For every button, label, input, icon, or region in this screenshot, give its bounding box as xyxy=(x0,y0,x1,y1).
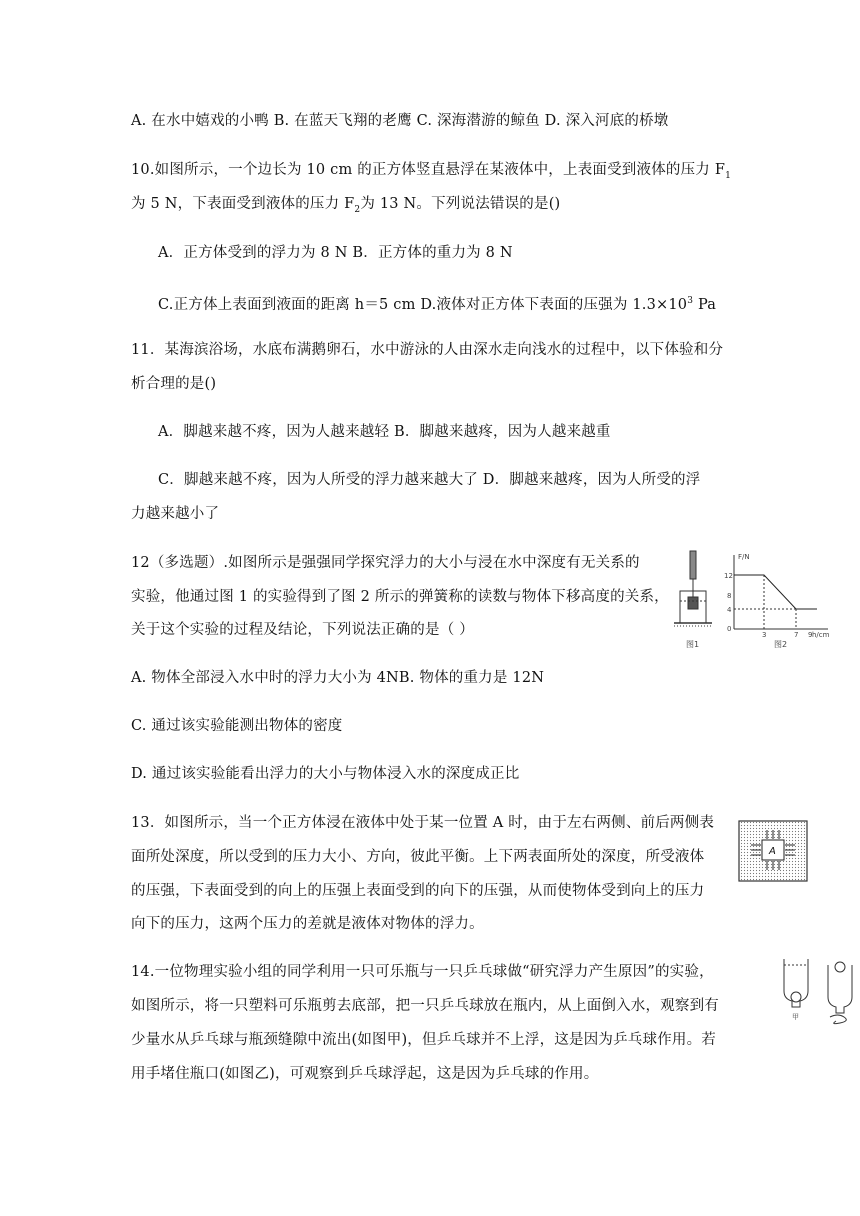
q14-stem-line3: 少量水从乒乓球与瓶颈缝隙中流出(如图甲)，但乒乓球并不上浮，这是因为乒乓球作用。若 xyxy=(131,1032,717,1048)
fig2-label: 图2 xyxy=(774,640,788,649)
q12-stem-line1: 12（多选题）.如图所示是强强同学探究浮力的大小与浸在水中深度有无关系的 xyxy=(131,555,640,571)
q14-figure xyxy=(778,955,858,1030)
q11-options-ab: A．脚越来越不疼，因为人越来越轻 B．脚越来越疼，因为人越来越重 xyxy=(158,424,611,440)
q11-options-cd: C．脚越来越不疼，因为人所受的浮力越来越大了 D．脚越来越疼，因为人所受的浮 xyxy=(158,472,701,488)
q13-stem-line4: 向下的压力，这两个压力的差就是液体对物体的浮力。 xyxy=(131,916,484,932)
x-tick-9: 9 xyxy=(808,631,813,639)
x-tick-3: 3 xyxy=(762,631,767,639)
bottle-yi xyxy=(828,962,852,1024)
graph-y-axis-label: F/N xyxy=(738,553,750,561)
q11-stem-line1: 11．某海滨浴场，水底布满鹅卵石，水中游泳的人由深水走向浅水的过程中，以下体验和分 xyxy=(131,342,724,358)
q10-stem-line1: 10.如图所示，一个边长为 10 cm 的正方体竖直悬浮在某液体中，上表面受到液体的压力 $F_1$ xyxy=(131,162,732,181)
q12-figure xyxy=(672,547,837,652)
x-tick-7: 7 xyxy=(794,631,799,639)
q10-options-cd: C.正方体上表面到液面的距离 h＝5 cm D.液体对正方体下表面的压强为 $1.3\times 10^3$ Pa xyxy=(158,296,717,313)
force-height-graph xyxy=(734,555,828,629)
y-tick-0: 0 xyxy=(727,625,732,633)
q11-options-cd-cont: 力越来越小了 xyxy=(131,506,220,522)
y-tick-4: 4 xyxy=(727,606,732,614)
q11-stem-line2: 析合理的是() xyxy=(131,376,217,392)
q13-figure xyxy=(737,815,809,883)
y-tick-8: 8 xyxy=(727,592,732,600)
spring-scale-apparatus xyxy=(674,551,712,626)
q10-stem-line2: 为 5 N，下表面受到液体的压力 $F_2$为 13 N。下列说法错误的是() xyxy=(131,196,561,215)
q9-options: A. 在水中嬉戏的小鸭 B. 在蓝天飞翔的老鹰 C. 深海潜游的鲸鱼 D. 深入河底的桥墩 xyxy=(131,113,669,129)
q13-stem-line3: 的压强，下表面受到的向上的压强上表面受到的向下的压强，从而使物体受到向上的压力 xyxy=(131,883,705,899)
q14-stem-line1: 14.一位物理实验小组的同学利用一只可乐瓶与一只乒乓球做“研究浮力产生原因”的实验， xyxy=(131,964,714,980)
bottle-jia xyxy=(784,959,808,1007)
y-tick-12: 12 xyxy=(724,572,733,580)
graph-x-axis-label: h/cm xyxy=(812,631,830,639)
q13-stem-line1: 13．如图所示，当一个正方体浸在液体中处于某一位置 A 时，由于左右两侧、前后两侧表 xyxy=(131,815,715,831)
q14-stem-line4: 用手堵住瓶口(如图乙)，可观察到乒乓球浮起，这是因为乒乓球的作用。 xyxy=(131,1066,599,1082)
q12-stem-line2: 实验，他通过图 1 的实验得到了图 2 所示的弹簧称的读数与物体下移高度的关系， xyxy=(131,589,669,605)
q14-stem-line2: 如图所示，将一只塑料可乐瓶剪去底部，把一只乒乓球放在瓶内，从上面倒入水，观察到有 xyxy=(131,998,719,1014)
q12-option-c: C. 通过该实验能测出物体的密度 xyxy=(131,718,343,734)
q12-stem-line3: 关于这个实验的过程及结论，下列说法正确的是（ ） xyxy=(131,622,474,638)
fig-jia-label: 甲 xyxy=(792,1013,799,1021)
cube-label: A xyxy=(769,846,776,857)
fig1-label: 图1 xyxy=(686,640,700,649)
q12-option-d: D. 通过该实验能看出浮力的大小与物体浸入水的深度成正比 xyxy=(131,766,520,782)
q10-options-ab: A．正方体受到的浮力为 8 N B．正方体的重力为 8 N xyxy=(158,245,513,261)
q12-option-a: A. 物体全部浸入水中时的浮力大小为 4NB. 物体的重力是 12N xyxy=(131,670,545,686)
q13-stem-line2: 面所处深度，所以受到的压力大小、方向，彼此平衡。上下两表面所处的深度，所受液体 xyxy=(131,849,705,865)
